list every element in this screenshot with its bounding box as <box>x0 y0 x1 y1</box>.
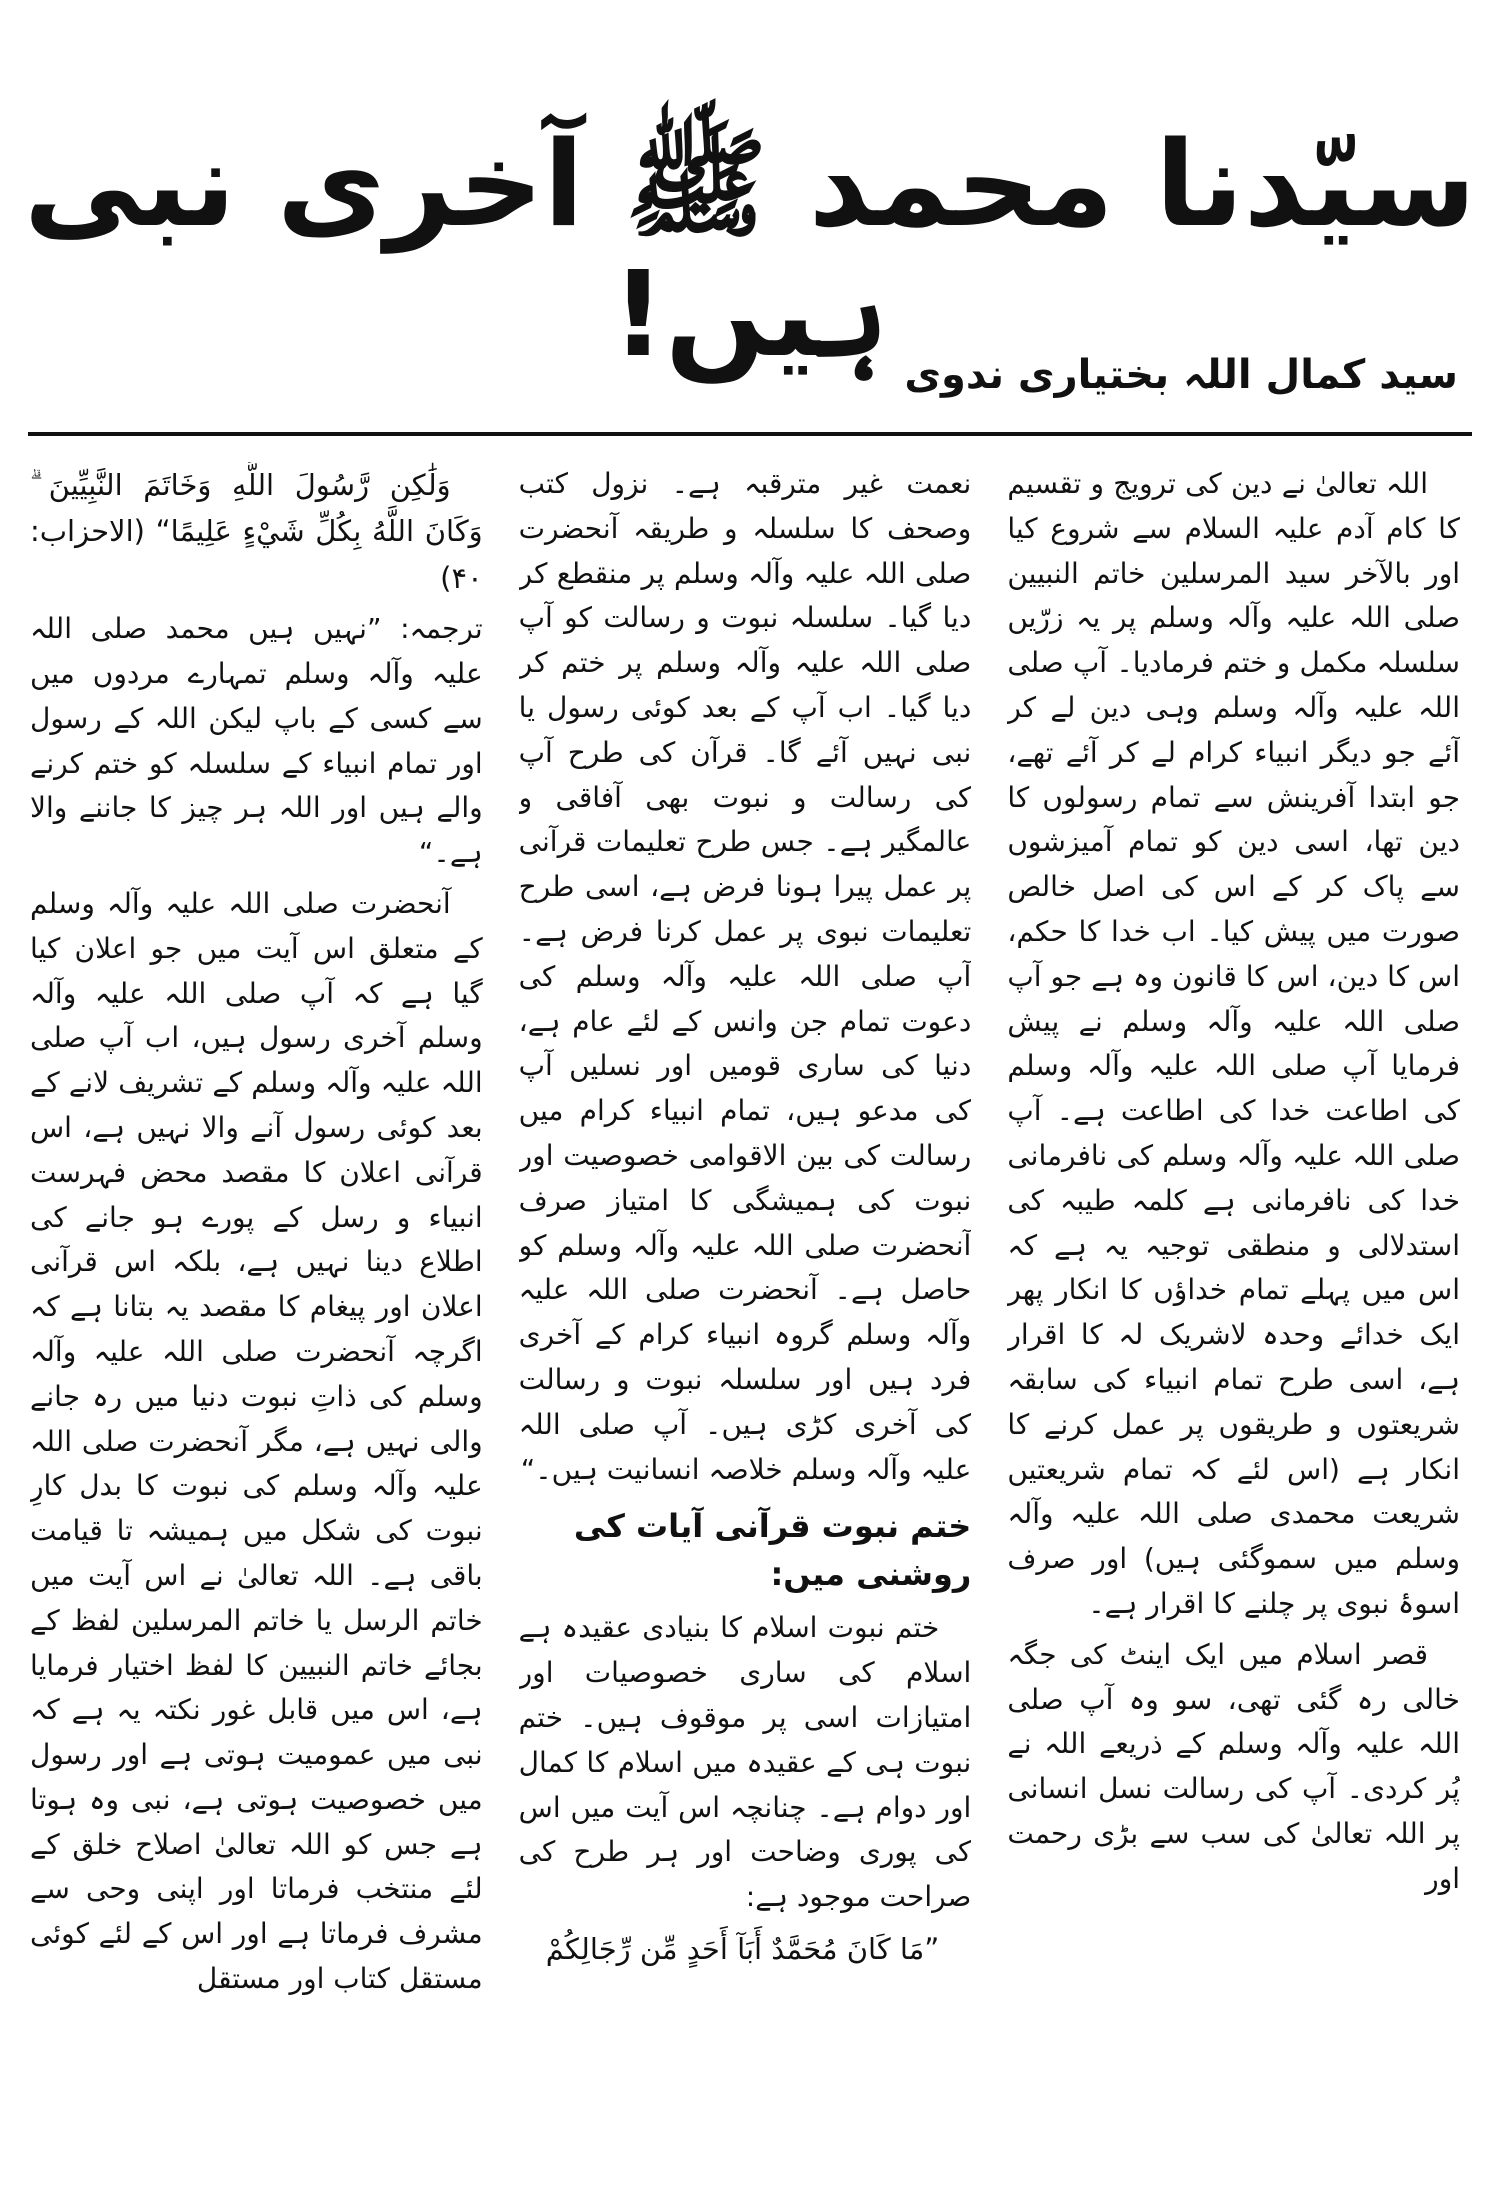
quran-verse-start: ”مَا كَانَ مُحَمَّدٌ أَبَآ أَحَدٍ مِّن رِّجَالِكُمْ <box>545 1931 940 1966</box>
column-2-paragraph-1: نعمت غیر مترقبہ ہے۔ نزول کتب وصحف کا سلسلہ و طریقہ آنحضرت صلی اللہ علیہ وآلہ وسلم پر منقطع کر دیا گیا۔ سلسلہ نبوت و رسالت کو آپ صلی اللہ علیہ وآلہ وسلم پر ختم کر دیا گیا۔ اب آپ کے بعد کوئی رسول یا نبی نہیں آئے گا۔ قرآن کی طرح آپ کی رسالت و نبوت بھی آفاقی و عالمگیر ہے۔ جس طرح تعلیمات قرآنی پر عمل پیرا ہونا فرض ہے، اسی طرح تعلیمات نبوی پر عمل کرنا فرض ہے۔ آپ صلی اللہ علیہ وآلہ وسلم کی دعوت تمام جن وانس کے لئے عام ہے، دنیا کی ساری قومیں اور نسلیں آپ کی مدعو ہیں، تمام انبیاء کرام میں رسالت کی بین الاقوامی خصوصیت اور نبوت کی ہمیشگی کا امتیاز صرف آنحضرت صلی اللہ علیہ وآلہ وسلم کو حاصل ہے۔ آنحضرت صلی اللہ علیہ وآلہ وسلم گروہ انبیاء کرام کے آخری فرد ہیں اور سلسلہ نبوت و رسالت کی آخری کڑی ہیں۔ آپ صلی اللہ علیہ وآلہ وسلم خلاصہ انسانیت ہیں۔“ <box>518 467 972 1486</box>
column-2-paragraph-2: ختم نبوت اسلام کا بنیادی عقیدہ ہے اسلام کی ساری خصوصیات اور امتیازات اسی پر موقوف ہیں۔ ختم نبوت ہی کے عقیدہ میں اسلام کا کمال اور دوام ہے۔ چنانچہ اس آیت میں اس کی پوری وضاحت اور ہر طرح کی صراحت موجود ہے: <box>518 1611 972 1914</box>
column-2 <box>519 462 972 2178</box>
article-byline: سید کمال اللہ بختیاری ندوی <box>904 352 1458 398</box>
column-3 <box>30 462 483 2178</box>
column-3-paragraph-1: آنحضرت صلی اللہ علیہ وآلہ وسلم کے متعلق اس آیت میں جو اعلان کیا گیا ہے کہ آپ صلی اللہ علیہ وآلہ وسلم آخری رسول ہیں، اب آپ صلی اللہ علیہ وآلہ وسلم کے تشریف لانے کے بعد کوئی رسول آنے والا نہیں ہے، اس قرآنی اعلان کا مقصد محض فہرست انبیاء و رسل کے پورے ہو جانے کی اطلاع دینا نہیں ہے، بلکہ اس قرآنی اعلان اور پیغام کا مقصد یہ بتانا ہے کہ اگرچہ آنحضرت صلی اللہ علیہ وآلہ وسلم کی ذاتِ نبوت دنیا میں رہ جانے والی نہیں ہے، مگر آنحضرت صلی اللہ علیہ وآلہ وسلم کی نبوت کا بدل کارِ نبوت کی شکل میں ہمیشہ تا قیامت باقی ہے۔ اللہ تعالیٰ نے اس آیت میں خاتم الرسل یا خاتم المرسلین لفظ کے بجائے خاتم النبیین کا لفظ اختیار فرمایا ہے، اس میں قابل غور نکتہ یہ ہے کہ نبی میں عمومیت ہوتی ہے اور رسول میں خصوصیت ہوتی ہے، نبی وہ ہوتا ہے جس کو اللہ تعالیٰ اصلاح خلق کے لئے منتخب فرماتا اور اپنی وحی سے مشرف فرماتا ہے اور اس کے لئے کوئی مستقل کتاب اور مستقل <box>29 886 483 1996</box>
column-1 <box>1007 462 1460 2178</box>
headline-divider <box>28 432 1472 436</box>
column-1-paragraph-1: اللہ تعالیٰ نے دین کی ترویج و تقسیم کا کام آدم علیہ السلام سے شروع کیا اور بالآخر سید المرسلین خاتم النبیین صلی اللہ علیہ وآلہ وسلم پر یہ زرّیں سلسلہ مکمل و ختم فرمادیا۔ آپ صلی اللہ علیہ وآلہ وسلم وہی دین لے کر آئے جو دیگر انبیاء کرام لے کر آئے تھے، جو ابتدا آفرینش سے تمام رسولوں کا دین تھا، اسی دین کو تمام آمیزشوں سے پاک کر کے اس کی اصل خالص صورت میں پیش کیا۔ اب خدا کا حکم، اس کا دین، اس کا قانون وہ ہے جو آپ صلی اللہ علیہ وآلہ وسلم نے پیش فرمایا آپ صلی اللہ علیہ وآلہ وسلم کی اطاعت خدا کی اطاعت ہے۔ آپ صلی اللہ علیہ وآلہ وسلم کی نافرمانی خدا کی نافرمانی ہے کلمہ طیبہ کی استدلالی و منطقی توجیہ یہ ہے کہ اس میں پہلے تمام خداؤں کا انکار پھر ایک خدائے وحدہ لاشریک لہ کا اقرار ہے، اسی طرح تمام انبیاء کی سابقہ شریعتوں و طریقوں پر عمل کرنے کا انکار ہے (اس لئے کہ تمام شریعتیں شریعت محمدی صلی اللہ علیہ وآلہ وسلم میں سموگئی ہیں) اور صرف اسوۂ نبوی پر چلنے کا اقرار ہے۔ <box>1007 467 1460 1620</box>
article-body <box>30 462 1460 2178</box>
quran-verse-end: وَلَٰكِن رَّسُولَ اللَّهِ وَخَاتَمَ النَّبِيِّينَ ۗ وَكَانَ اللَّهُ بِكُلِّ شَيْءٍ عَلِيمًا“ (الاحزاب: ۴۰) <box>29 468 483 595</box>
column-1-paragraph-2: قصر اسلام میں ایک اینٹ کی جگہ خالی رہ گئی تھی، سو وہ آپ صلی اللہ علیہ وآلہ وسلم کے ذریعے اللہ نے پُر کردی۔ آپ کی رسالت نسل انسانی پر اللہ تعالیٰ کی سب سے بڑی رحمت اور <box>1007 1637 1460 1895</box>
article-headline: سیّدنا محمد ﷺ آخری نبی ہیں! <box>23 115 1477 383</box>
verse-translation: ترجمہ: ”نہیں ہیں محمد صلی اللہ علیہ وآلہ وسلم تمہارے مردوں میں سے کسی کے باپ لیکن اللہ کے رسول اور تمام انبیاء کے سلسلہ کو ختم کرنے والے ہیں اور اللہ ہر چیز کا جاننے والا ہے۔“ <box>29 612 483 870</box>
section-heading: ختم نبوت قرآنی آیات کی روشنی میں: <box>573 1507 972 1594</box>
